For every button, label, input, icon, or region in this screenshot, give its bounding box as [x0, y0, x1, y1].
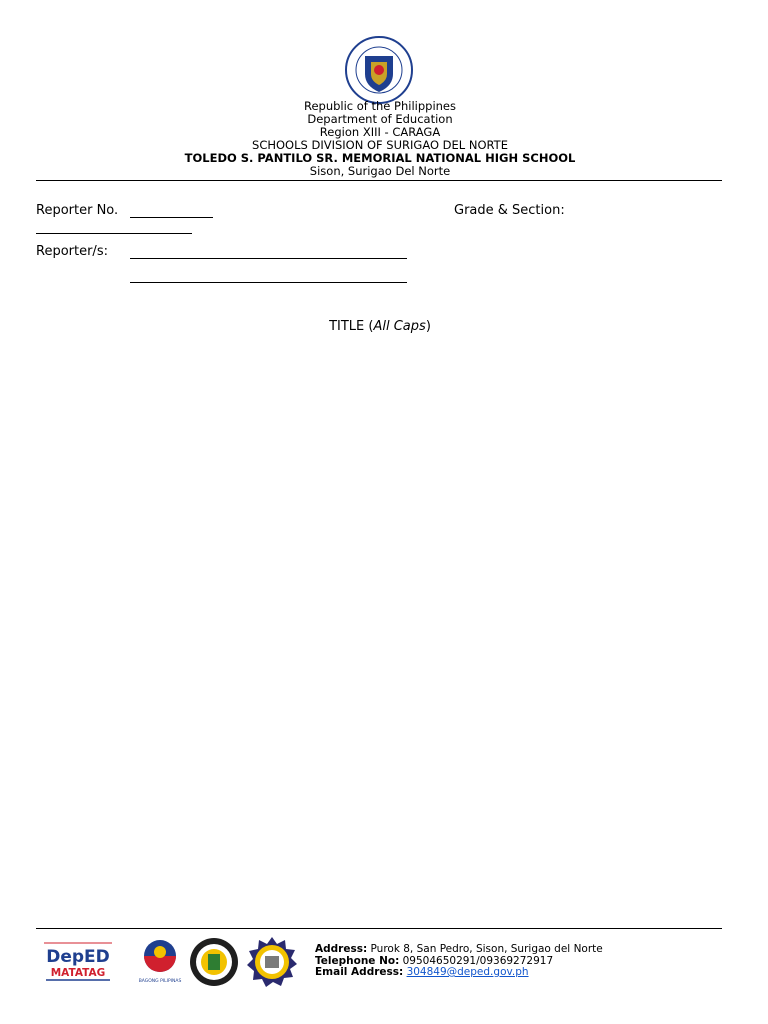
- deped-matatag-logo-icon: [42, 936, 114, 984]
- contact-info: [315, 944, 603, 979]
- email-line: Email Address: 304849@deped.gov.ph: [315, 966, 529, 978]
- school-seal-icon: [246, 936, 298, 988]
- division-line: SCHOOLS DIVISION OF SURIGAO DEL NORTE: [252, 138, 508, 152]
- letterhead: [0, 100, 760, 178]
- bagong-pilipinas-text: BAGONG PILIPINAS: [138, 979, 182, 984]
- header-divider: [36, 180, 722, 181]
- reporter-field-1[interactable]: [130, 258, 407, 259]
- footer-divider: [36, 928, 722, 929]
- address-line: Address: Purok 8, San Pedro, Sison, Surigao del Norte: [315, 943, 603, 955]
- republic-line: Republic of the Philippines: [303, 99, 457, 113]
- telephone-line: Telephone No: 09504650291/09369272917: [315, 954, 554, 967]
- division-seal-icon: [188, 936, 240, 988]
- reporter-field-2[interactable]: [130, 282, 407, 283]
- school-location: Sison, Surigao Del Norte: [309, 164, 451, 178]
- reporters-label: Reporter/s:: [36, 244, 108, 259]
- deped-logo-text: DepED: [46, 947, 110, 967]
- bagong-pilipinas-logo-icon: [134, 936, 186, 984]
- department-line: Department of Education: [307, 112, 453, 126]
- school-name: TOLEDO S. PANTILO SR. MEMORIAL NATIONAL HIGH SCHOOL: [184, 151, 576, 165]
- region-line: Region XIII - CARAGA: [319, 125, 441, 139]
- grade-section-label: Grade & Section:: [454, 203, 565, 218]
- document-title: TITLE (All Caps): [329, 319, 431, 334]
- matatag-text: MATATAG: [50, 967, 106, 979]
- email-link[interactable]: 304849@deped.gov.ph: [406, 966, 529, 978]
- footer-logos: [36, 936, 306, 992]
- grade-section-field[interactable]: [36, 233, 192, 234]
- reporter-no-field[interactable]: [130, 217, 213, 218]
- deped-seal-icon: [343, 36, 415, 104]
- reporter-no-label: Reporter No.: [36, 203, 119, 218]
